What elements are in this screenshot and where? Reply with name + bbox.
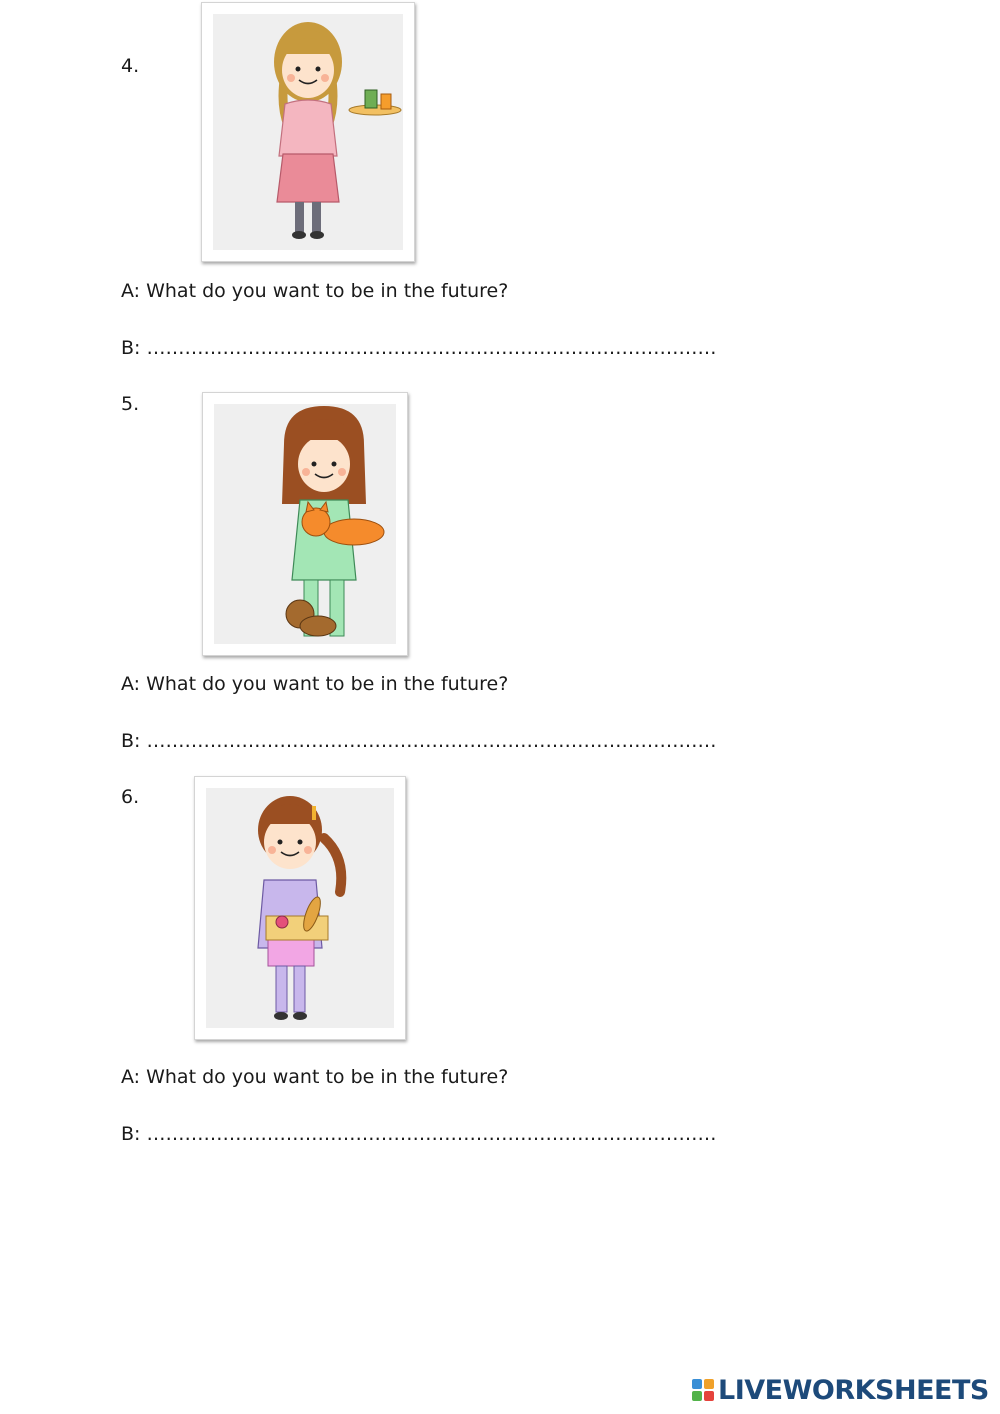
item-number: 6. bbox=[121, 786, 140, 808]
question-text: A: What do you want to be in the future? bbox=[121, 673, 509, 695]
waitress-illustration bbox=[201, 2, 415, 262]
question-text: A: What do you want to be in the future? bbox=[121, 1066, 509, 1088]
liveworksheets-logo bbox=[692, 1374, 989, 1406]
item-number: 4. bbox=[121, 55, 140, 77]
logo-mark-icon bbox=[692, 1379, 714, 1401]
question-text: A: What do you want to be in the future? bbox=[121, 280, 509, 302]
answer-blank[interactable]: B: ……………………………………………………………………………… bbox=[121, 337, 717, 359]
logo-text: LIVEWORKSHEETS bbox=[718, 1374, 989, 1406]
item-number: 5. bbox=[121, 393, 140, 415]
answer-blank[interactable]: B: ……………………………………………………………………………… bbox=[121, 730, 717, 752]
baker-illustration bbox=[194, 776, 406, 1040]
veterinarian-illustration bbox=[202, 392, 408, 656]
answer-blank[interactable]: B: ……………………………………………………………………………… bbox=[121, 1123, 717, 1145]
